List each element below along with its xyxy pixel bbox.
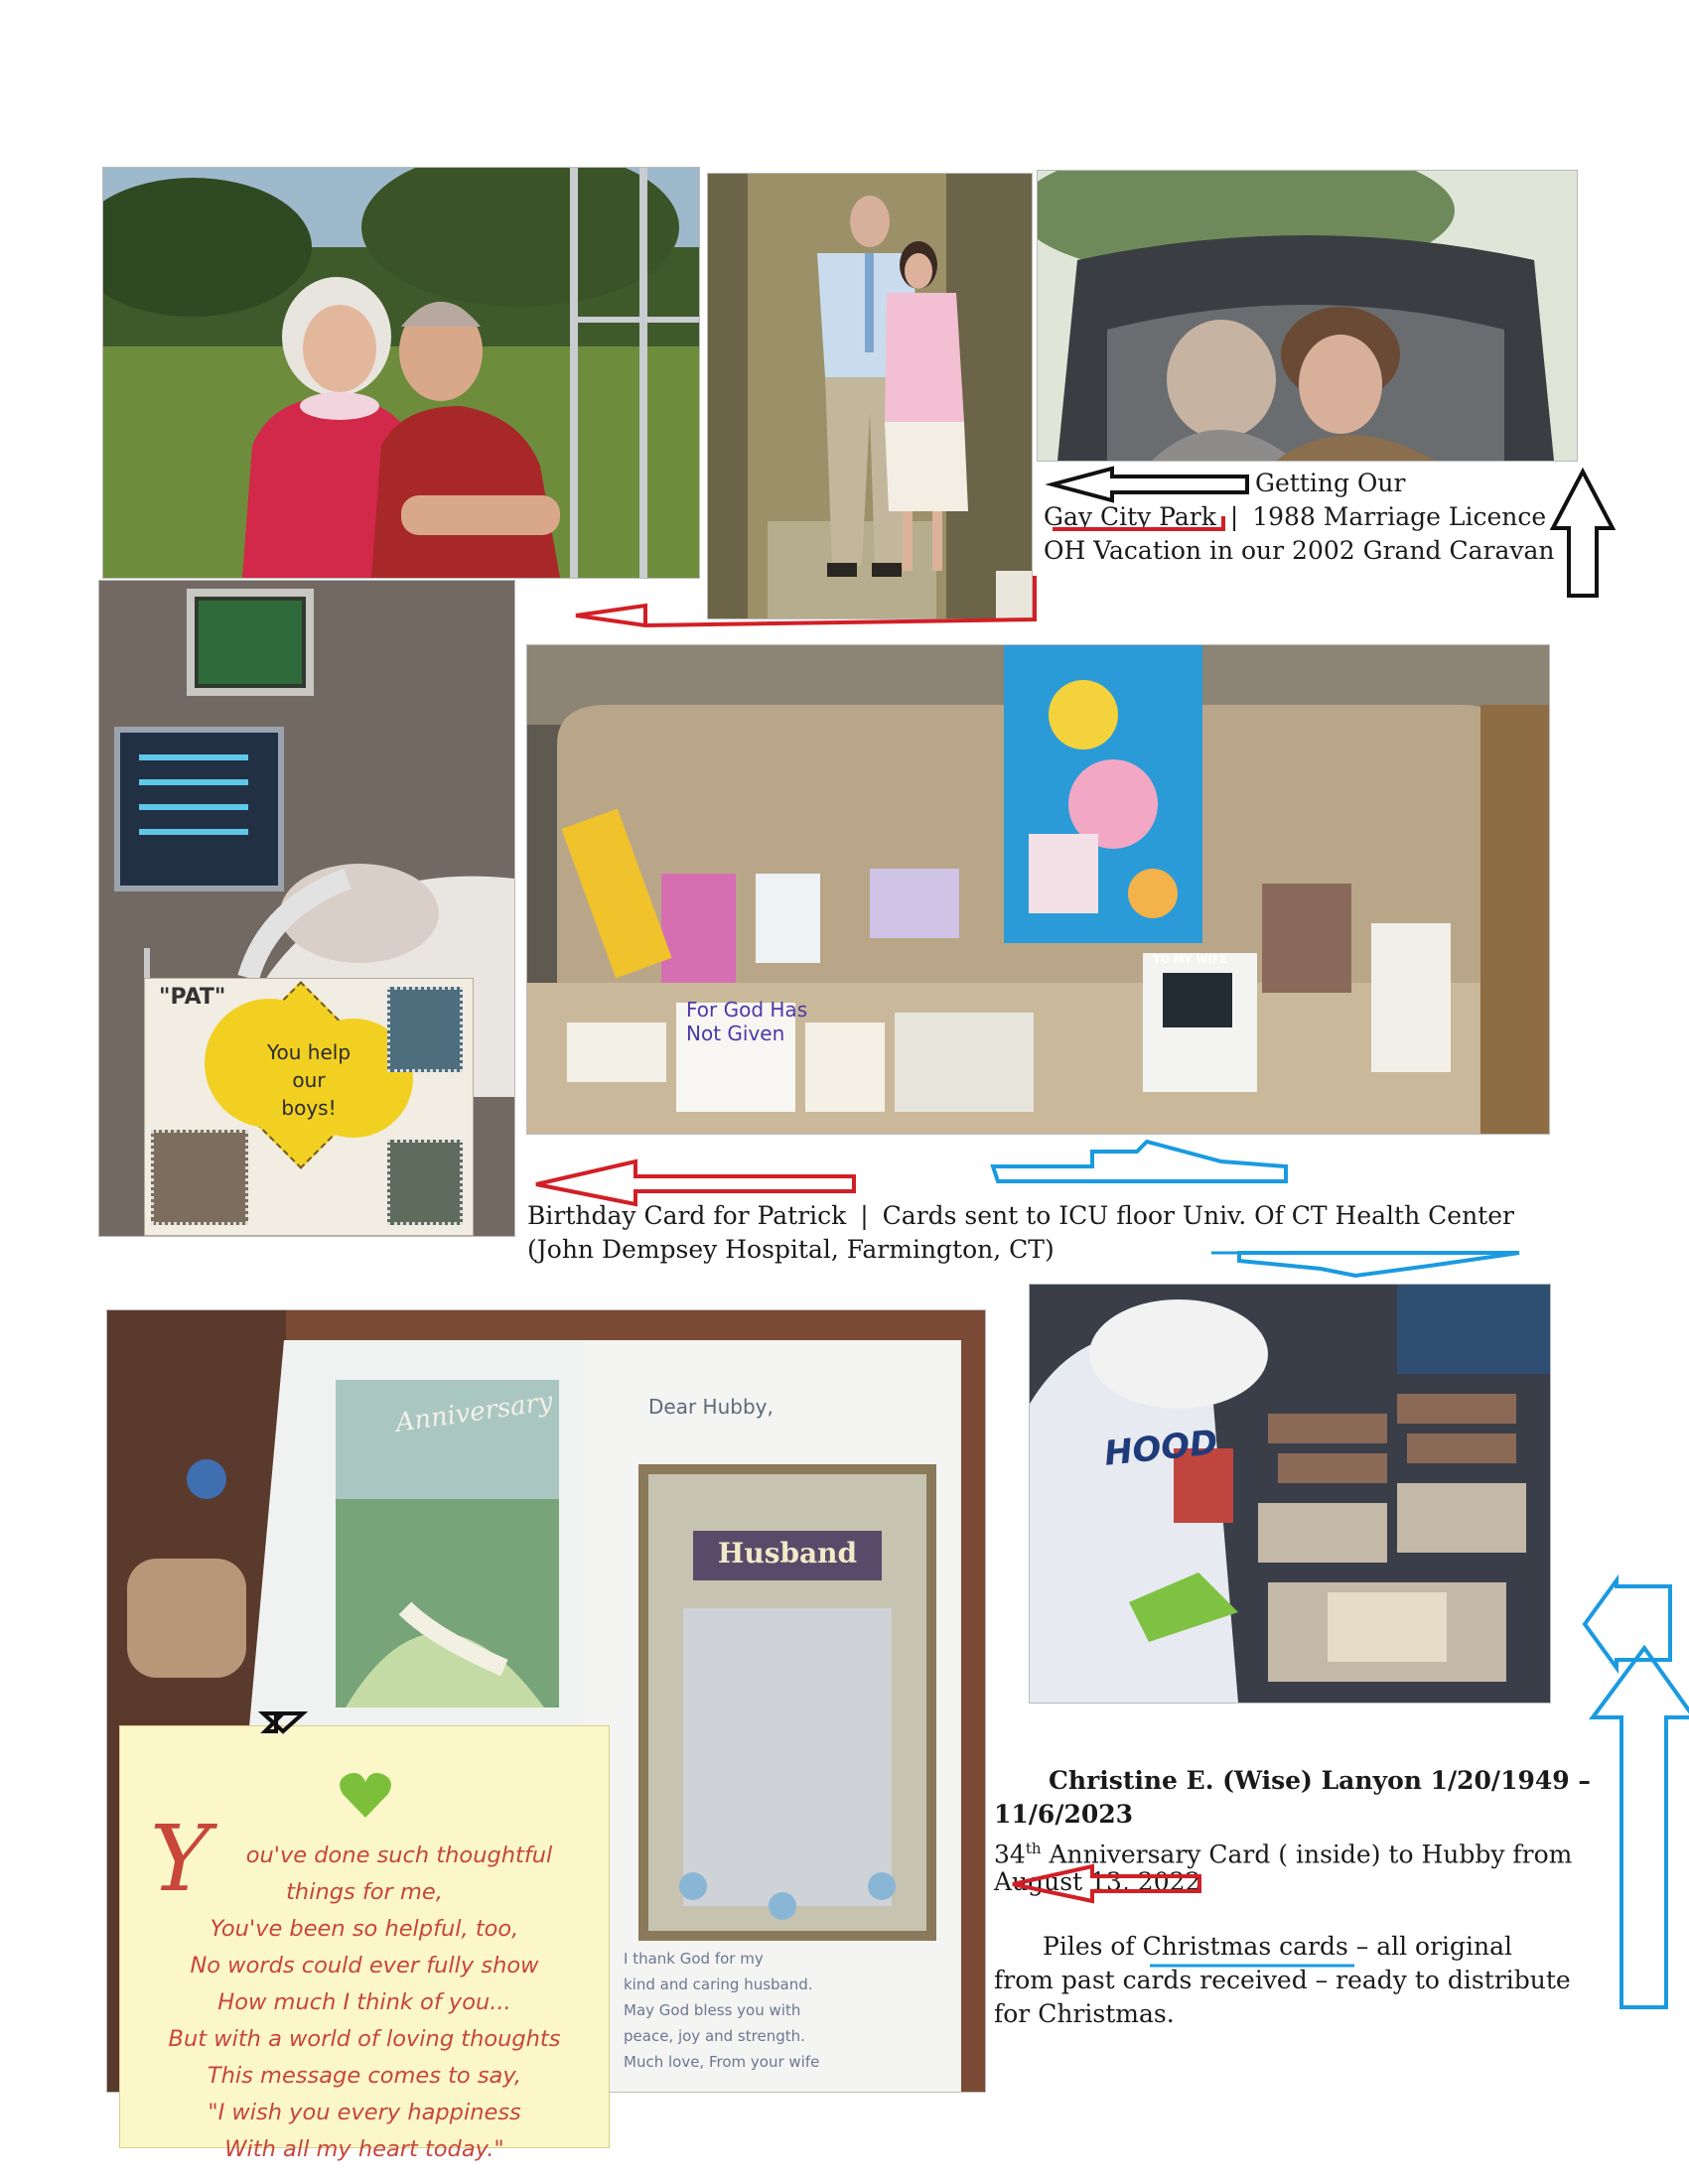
- stamp-photo-bottom-right: [387, 1140, 463, 1225]
- caption-mid-row: [527, 1199, 1514, 1233]
- stamp-photo-top: [387, 987, 463, 1072]
- poem-line-9: With all my heart today.": [224, 2136, 504, 2162]
- handwritten-line-4: peace, joy and strength.: [624, 2027, 805, 2045]
- pat-label: "PAT": [159, 985, 226, 1010]
- photo-birthday-card-icu: [98, 580, 515, 1237]
- christmas-piles-art: [1030, 1285, 1550, 1703]
- poem-heart-icon: [339, 1770, 392, 1820]
- black-left-arrow: [1053, 469, 1247, 500]
- caption-christmas-cards: Christmas cards: [1142, 1932, 1348, 1961]
- caption-memorial-date: 11/6/2023: [994, 1800, 1134, 1829]
- caption-icu-cards: Cards sent to ICU floor Univ. Of CT Health Center: [882, 1201, 1514, 1230]
- anniversary-poem-insert: [119, 1725, 610, 2162]
- handwritten-line-5: Much love, From your wife: [624, 2053, 820, 2071]
- handwritten-line-1: I thank God for my: [624, 1950, 764, 1968]
- mug-card-text: TO MY WIFE: [1153, 953, 1227, 966]
- caption-birthday-card: Birthday Card for Patrick: [527, 1201, 847, 1230]
- poem-line-8: "I wish you every happiness: [208, 2100, 521, 2125]
- caption-hospital: (John Dempsey Hospital, Farmington, CT): [527, 1235, 1055, 1264]
- handwritten-note: [624, 1946, 819, 2075]
- photo-marriage-licence: [707, 173, 1033, 619]
- black-up-arrow: [1553, 472, 1613, 596]
- heart-text-line-1: You help: [266, 1040, 352, 1064]
- handwritten-line-3: May God bless you with: [624, 2001, 801, 2019]
- caption-piles-line2: from past cards received – ready to distribute: [994, 1966, 1571, 1994]
- caption-sep-1: |: [1229, 502, 1239, 531]
- poem-initial: Y: [150, 1806, 211, 1912]
- hood-bag-text: HOOD: [1102, 1423, 1220, 1474]
- heart-text: [244, 1038, 373, 1122]
- caption-piles-b: – all original: [1355, 1932, 1513, 1961]
- photo-christmas-card-piles: [1029, 1284, 1551, 1704]
- caption-row-two: [1044, 500, 1546, 534]
- poem-line-2: things for me,: [286, 1879, 443, 1905]
- caption-piles-line3: for Christmas.: [994, 1999, 1175, 2028]
- caption-anniv-num: 34: [994, 1840, 1026, 1869]
- caption-mid-sep: |: [860, 1201, 869, 1230]
- handwritten-line-2: kind and caring husband.: [624, 1976, 813, 1993]
- blue-up-arrow-icu: [993, 1142, 1286, 1181]
- poem-line-7: This message comes to say,: [207, 2063, 522, 2089]
- blue-down-arrow-piles: [1239, 1253, 1519, 1276]
- heart-text-line-3: boys!: [281, 1096, 337, 1120]
- caption-marriage-licence: 1988 Marriage Licence: [1252, 502, 1547, 531]
- photo-icu-cards: [526, 644, 1550, 1135]
- red-birthday-arrow: [536, 1161, 854, 1204]
- licence-photo-art: [708, 174, 1032, 618]
- husband-banner: Husband: [717, 1537, 858, 1570]
- poem-line-1: ou've done such thoughtful: [245, 1843, 553, 1868]
- kids-card-line-2: Not Given: [686, 1022, 785, 1045]
- caption-memorial-name: Christine E. (Wise) Lanyon 1/20/1949 –: [1049, 1766, 1591, 1795]
- stamp-photo-bottom-left: [151, 1130, 248, 1225]
- caption-piles-a: Piles of: [1043, 1932, 1135, 1961]
- poem-line-6: But with a world of loving thoughts: [168, 2026, 561, 2052]
- photo-gay-city-park: [102, 167, 700, 579]
- caption-gay-city-park: Gay City Park: [1044, 502, 1216, 531]
- blue-left-arrow-piles: [1585, 1580, 1670, 1668]
- dear-hubby-label: Dear Hubby,: [648, 1395, 774, 1419]
- caption-anniv-sup: th: [1025, 1840, 1042, 1857]
- vacation-photo-art: [1038, 171, 1577, 461]
- caption-anniversary-date: August 13, 2022: [994, 1867, 1201, 1896]
- poem-line-4: No words could ever fully show: [190, 1953, 539, 1979]
- poem-line-5: How much I think of you...: [217, 1989, 511, 2015]
- caption-piles-line1: [1043, 1930, 1512, 1964]
- pat-card: [144, 978, 474, 1236]
- heart-text-line-2: our: [292, 1068, 326, 1092]
- kids-card-text: [686, 998, 807, 1045]
- caption-getting-our: Getting Our: [1255, 469, 1406, 497]
- kids-card-line-1: For God Has: [686, 998, 808, 1022]
- park-photo-art: [103, 168, 699, 578]
- icu-cards-art: [527, 645, 1549, 1134]
- anniversary-cover-label: Anniversary: [393, 1387, 555, 1438]
- caption-oh-vacation: OH Vacation in our 2002 Grand Caravan: [1044, 536, 1555, 565]
- caption-anniv-rest: Anniversary Card ( inside) to Hubby from: [1049, 1840, 1573, 1869]
- poem-line-3: You've been so helpful, too,: [210, 1916, 519, 1942]
- photo-oh-vacation: [1037, 170, 1578, 462]
- blue-up-arrow-right: [1593, 1648, 1689, 2007]
